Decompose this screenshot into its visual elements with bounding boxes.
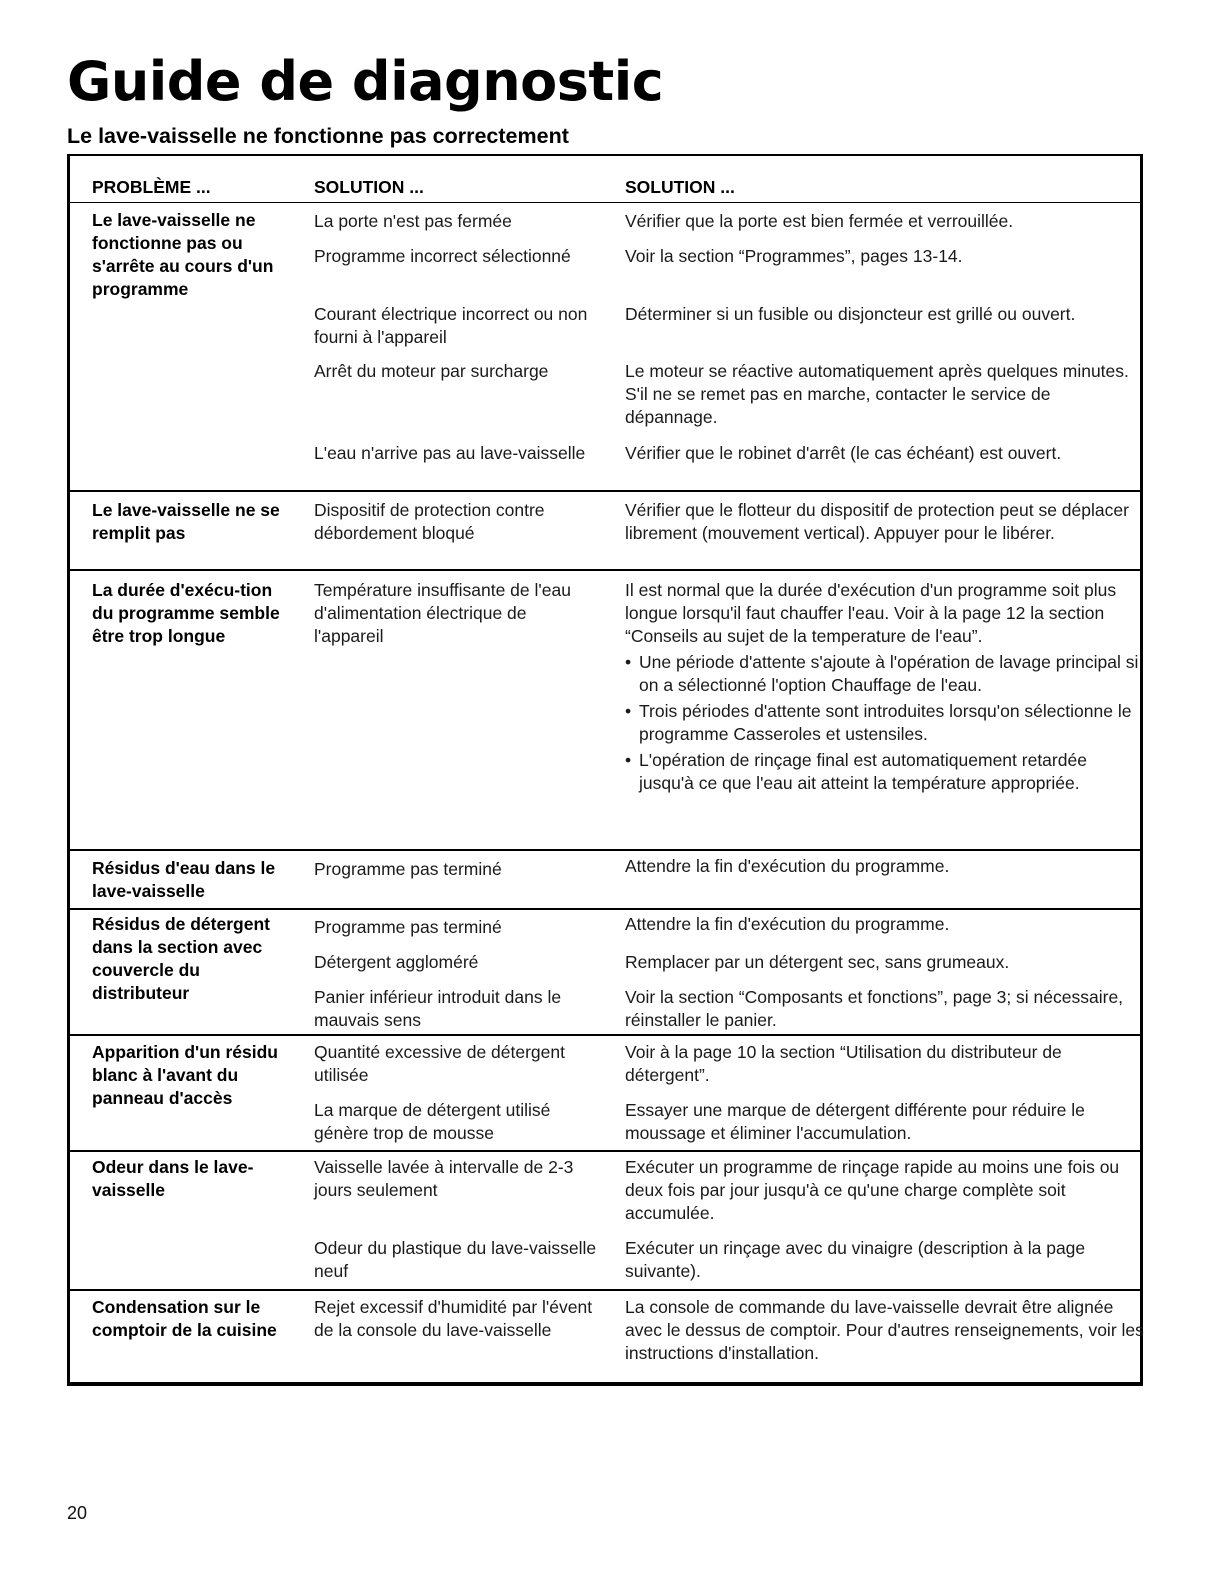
row4-cause-1: Programme pas terminé (314, 859, 502, 879)
row1-solution-3: Déterminer si un fusible ou disjoncteur est grillé ou ouvert. (625, 304, 1076, 324)
row5-cause-2: Détergent aggloméré (314, 952, 479, 972)
row7-cause-1: Vaisselle lavée à intervalle de 2-3 jours seulement (314, 1157, 574, 1200)
row1-cause-3: Courant électrique incorrect ou non fourni à l'appareil (314, 304, 588, 347)
row1-cause-2: Programme incorrect sélectionné (314, 246, 571, 266)
header-cause: SOLUTION ... (314, 177, 424, 197)
row-divider (70, 849, 1140, 851)
row1-cause-1: La porte n'est pas fermée (314, 211, 512, 231)
row2-solution-1: Vérifier que le flotteur du dispositif de protection peut se déplacer librement (mouvement vertical). Appuyer pour le libérer. (625, 500, 1129, 543)
page-subtitle: Le lave-vaisselle ne fonctionne pas correctement (67, 124, 569, 148)
bullet-icon: • (625, 701, 632, 721)
row-divider (70, 908, 1140, 910)
row-divider (70, 569, 1140, 571)
row3-bullet-1 (625, 651, 1145, 697)
row4-solution-1: Attendre la fin d'exécution du programme. (625, 856, 950, 876)
row6-solution-2: Essayer une marque de détergent différente pour réduire le moussage et éliminer l'accumulation. (625, 1100, 1085, 1143)
row7-solution-2: Exécuter un rinçage avec du vinaigre (description à la page suivante). (625, 1238, 1086, 1281)
row2-cause-1: Dispositif de protection contre débordement bloqué (314, 500, 545, 543)
row5-problem: Résidus de détergent dans la section avec couvercle du distributeur (92, 914, 270, 1003)
row5-solution-1: Attendre la fin d'exécution du programme. (625, 914, 950, 934)
header-solution: SOLUTION ... (625, 177, 735, 197)
row-divider (70, 1289, 1140, 1291)
row5-solution-2: Remplacer par un détergent sec, sans grumeaux. (625, 952, 1010, 972)
row7-cause-2: Odeur du plastique du lave-vaisselle neuf (314, 1238, 597, 1281)
page-number: 20 (67, 1503, 88, 1523)
row3-solution-text: Il est normal que la durée d'exécution d'un programme soit plus longue lorsqu'il faut chauffer l'eau. Voir à la page 12 la section “Conseils au sujet de la temperature de l'eau”. (625, 580, 1117, 646)
row1-solution-1: Vérifier que la porte est bien fermée et verrouillée. (625, 211, 1014, 231)
row-divider (70, 1150, 1140, 1152)
row3-cause-1: Température insuffisante de l'eau d'alimentation électrique de l'appareil (314, 580, 571, 646)
page-title: Guide de diagnostic (67, 50, 664, 113)
bullet-icon: • (625, 750, 632, 770)
bullet-icon: • (625, 652, 632, 672)
row8-cause-1: Rejet excessif d'humidité par l'évent de la console du lave-vaisselle (314, 1297, 593, 1340)
row3-bullet-2 (625, 700, 1145, 746)
row2-problem: Le lave-vaisselle ne se remplit pas (92, 500, 280, 543)
row1-solution-4: Le moteur se réactive automatiquement après quelques minutes. S'il ne se remet pas en marche, contacter le service de dépannage. (625, 361, 1129, 427)
row3-bullet-3 (625, 749, 1145, 795)
row1-cause-4: Arrêt du moteur par surcharge (314, 361, 549, 381)
row8-problem: Condensation sur le comptoir de la cuisine (92, 1297, 277, 1340)
header-problem: PROBLÈME ... (92, 177, 211, 197)
row6-problem: Apparition d'un résidu blanc à l'avant du panneau d'accès (92, 1042, 278, 1108)
troubleshooting-table (67, 154, 1143, 1386)
row4-problem: Résidus d'eau dans le lave-vaisselle (92, 858, 276, 901)
row-divider (70, 490, 1140, 492)
row-divider (70, 1034, 1140, 1036)
row6-cause-1: Quantité excessive de détergent utilisée (314, 1042, 565, 1085)
row3-bullet-1-text: Une période d'attente s'ajoute à l'opération de lavage principal si on a sélectionné l'option Chauffage de l'eau. (639, 652, 1139, 695)
row6-cause-2: La marque de détergent utilisé génère trop de mousse (314, 1100, 551, 1143)
row3-solution-1 (625, 579, 1145, 795)
row3-problem: La durée d'exécu-tion du programme semble être trop longue (92, 580, 280, 646)
row5-solution-3: Voir la section “Composants et fonctions”, page 3; si nécessaire, réinstaller le panier. (625, 987, 1124, 1030)
row1-solution-2: Voir la section “Programmes”, pages 13-14. (625, 246, 963, 266)
row3-bullet-3-text: L'opération de rinçage final est automatiquement retardée jusqu'à ce que l'eau ait atteint la température appropriée. (639, 750, 1087, 793)
header-divider (70, 202, 1140, 203)
row6-solution-1: Voir à la page 10 la section “Utilisation du distributeur de détergent”. (625, 1042, 1062, 1085)
row8-solution-1: La console de commande du lave-vaisselle devrait être alignée avec le dessus de comptoir. Pour d'autres renseignements, voir les instructions d'installation. (625, 1297, 1144, 1363)
row1-solution-5: Vérifier que le robinet d'arrêt (le cas échéant) est ouvert. (625, 443, 1062, 463)
row1-cause-5: L'eau n'arrive pas au lave-vaisselle (314, 443, 586, 463)
row7-problem: Odeur dans le lave-vaisselle (92, 1157, 254, 1200)
row5-cause-1: Programme pas terminé (314, 917, 502, 937)
row7-solution-1: Exécuter un programme de rinçage rapide au moins une fois ou deux fois par jour jusqu'à ce qu'une charge complète soit accumulée. (625, 1157, 1120, 1223)
row5-cause-3: Panier inférieur introduit dans le mauvais sens (314, 987, 562, 1030)
row3-bullet-2-text: Trois périodes d'attente sont introduites lorsqu'on sélectionne le programme Casseroles et ustensiles. (639, 701, 1132, 744)
row1-problem: Le lave-vaisselle ne fonctionne pas ou s'arrête au cours d'un programme (92, 210, 274, 299)
